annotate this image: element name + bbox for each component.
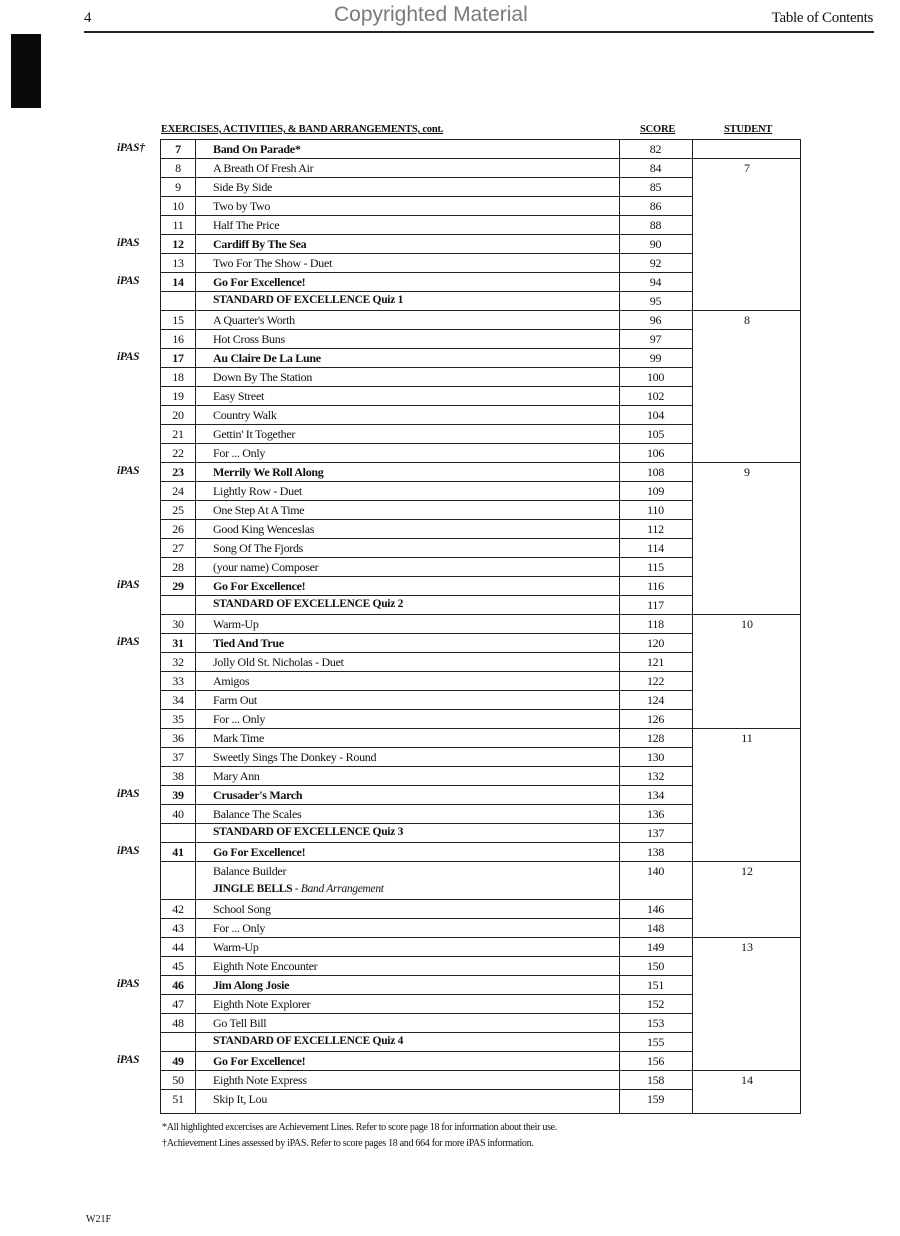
table-row: [161, 577, 692, 596]
table-row: [161, 976, 692, 995]
score-page: 92: [649, 256, 662, 270]
table-row: [161, 254, 692, 273]
exercise-title-text: Gettin' It Together: [213, 427, 296, 441]
score-page: 108: [646, 465, 665, 479]
student-page-group: [693, 159, 801, 311]
score-page: 130: [646, 750, 665, 764]
table-row: [161, 596, 692, 615]
exercise-number: 38: [172, 769, 184, 783]
exercise-title-text: STANDARD OF EXCELLENCE Quiz 4: [213, 1035, 404, 1047]
exercise-title: [213, 237, 306, 252]
score-page: 138: [646, 845, 665, 859]
exercise-number: 18: [172, 370, 184, 384]
score-page: 115: [647, 560, 664, 574]
student-page-group: [693, 311, 801, 463]
score-page: 118: [647, 617, 664, 631]
exercise-title-text: JINGLE BELLS: [213, 883, 293, 895]
table-row: [161, 1090, 692, 1109]
exercise-title-text: Easy Street: [213, 389, 265, 403]
score-page: 152: [646, 997, 665, 1011]
exercise-title: [213, 503, 304, 518]
student-page-group: [693, 862, 801, 938]
page-tab-marker: [11, 34, 41, 108]
table-row: [161, 463, 692, 482]
table-row: [161, 881, 692, 900]
student-page-group: [693, 615, 801, 729]
exercise-title-text: Farm Out: [213, 693, 257, 707]
score-page: 94: [649, 275, 662, 289]
student-page-group: [693, 938, 801, 1071]
score-page: 110: [647, 503, 664, 517]
student-page-number: 7: [744, 161, 750, 175]
ipas-marker: iPAS: [117, 1054, 140, 1066]
table-row: [161, 938, 692, 957]
table-row: [161, 159, 692, 178]
exercise-number: 48: [172, 1016, 184, 1030]
score-page: 116: [647, 579, 664, 593]
score-page: 158: [646, 1073, 665, 1087]
exercise-number: 30: [172, 617, 184, 631]
exercise-title: [213, 180, 272, 195]
footnote-ipas: †Achievement Lines assessed by iPAS. Refer to score pages 18 and 664 for more iPAS information.: [162, 1138, 534, 1149]
ipas-marker: iPAS: [117, 351, 140, 363]
exercise-title-text: For ... Only: [213, 712, 266, 726]
score-page: 105: [646, 427, 665, 441]
table-row: [161, 995, 692, 1014]
exercise-title-text: Eighth Note Explorer: [213, 997, 311, 1011]
student-page-group: [693, 463, 801, 615]
exercise-title: [213, 522, 314, 537]
exercise-number: 37: [172, 750, 184, 764]
table-row: [161, 843, 692, 862]
table-row: [161, 558, 692, 577]
exercise-title: [213, 978, 289, 993]
exercise-title: [213, 617, 259, 632]
student-page-number: 14: [741, 1073, 753, 1087]
score-page: 90: [649, 237, 662, 251]
exercise-title-text: School Song: [213, 902, 271, 916]
table-row: [161, 1071, 692, 1090]
score-page: 95: [649, 294, 662, 308]
exercise-title: [213, 655, 344, 670]
exercise-title: [213, 1035, 403, 1047]
student-page-number: 9: [744, 465, 750, 479]
table-row: [161, 273, 692, 292]
exercise-number: 10: [172, 199, 184, 213]
exercise-number: 45: [172, 959, 184, 973]
exercise-title: [213, 826, 403, 838]
student-page-number: 12: [741, 864, 753, 878]
table-row: [161, 919, 692, 938]
exercise-title: [213, 1054, 305, 1069]
exercise-title-text: Go For Excellence!: [213, 845, 306, 859]
exercise-title: [213, 1092, 267, 1107]
score-page: 88: [649, 218, 662, 232]
score-page: 99: [649, 351, 662, 365]
exercise-title-text: Hot Cross Buns: [213, 332, 285, 346]
exercise-title-text: Band On Parade*: [213, 142, 301, 156]
exercise-title: [213, 769, 260, 784]
exercise-title: [213, 199, 270, 214]
table-row: [161, 653, 692, 672]
exercise-title: [213, 218, 279, 233]
exercise-title: [213, 313, 295, 328]
exercise-title-text: Go Tell Bill: [213, 1016, 267, 1030]
exercise-title-text: A Quarter's Worth: [213, 313, 295, 327]
table-row: [161, 805, 692, 824]
table-row: [161, 520, 692, 539]
table-row: [161, 330, 692, 349]
exercise-title: [213, 864, 286, 879]
exercise-title: [213, 845, 305, 860]
exercise-title: [213, 731, 264, 746]
score-page: 97: [649, 332, 662, 346]
ipas-marker: iPAS: [117, 465, 140, 477]
exercise-title-text: Warm-Up: [213, 617, 259, 631]
score-page: 132: [646, 769, 665, 783]
exercise-number: 46: [172, 978, 184, 992]
exercise-number: 51: [172, 1092, 184, 1106]
exercise-number: 27: [172, 541, 184, 555]
exercise-title: [213, 959, 317, 974]
exercise-title: [213, 465, 323, 480]
catalog-code: W21F: [86, 1214, 111, 1225]
exercise-title-text: Merrily We Roll Along: [213, 465, 324, 479]
exercise-title-text: STANDARD OF EXCELLENCE Quiz 1: [213, 294, 404, 306]
exercise-number: 32: [172, 655, 184, 669]
table-row: [161, 216, 692, 235]
exercise-title-text: Eighth Note Encounter: [213, 959, 318, 973]
table-row: [161, 748, 692, 767]
exercise-number: 41: [172, 845, 184, 859]
exercise-title: [213, 275, 305, 290]
exercise-title: [213, 427, 295, 442]
score-page: 84: [649, 161, 662, 175]
exercise-number: 20: [172, 408, 184, 422]
table-row: [161, 1014, 692, 1033]
page-number: 4: [84, 10, 92, 26]
student-page-group: [693, 1071, 801, 1109]
score-page: 151: [646, 978, 665, 992]
exercise-title: [213, 332, 285, 347]
exercise-title: [213, 541, 303, 556]
score-page: 82: [649, 142, 662, 156]
exercise-title: [213, 142, 301, 157]
exercise-title-text: Two For The Show - Duet: [213, 256, 333, 270]
exercise-title: [213, 256, 332, 271]
exercise-title-text: Eighth Note Express: [213, 1073, 307, 1087]
table-row: [161, 482, 692, 501]
exercise-number: 50: [172, 1073, 184, 1087]
score-page: 102: [646, 389, 665, 403]
table-row: [161, 1052, 692, 1071]
exercise-title: [213, 997, 310, 1012]
table-row: [161, 292, 692, 311]
exercise-title-text: (your name) Composer: [213, 560, 319, 574]
exercise-number: 11: [172, 218, 184, 232]
exercise-title-text: Sweetly Sings The Donkey - Round: [213, 750, 377, 764]
student-page-number: 10: [741, 617, 753, 631]
score-page: 122: [646, 674, 665, 688]
ipas-marker: iPAS: [117, 579, 140, 591]
exercise-number: 12: [172, 237, 184, 251]
table-row: [161, 178, 692, 197]
exercise-number: 36: [172, 731, 184, 745]
exercise-number: 29: [172, 579, 184, 593]
table-row: [161, 824, 692, 843]
exercise-number: 9: [175, 180, 181, 194]
score-page: 106: [646, 446, 665, 460]
exercise-title-text: Amigos: [213, 674, 250, 688]
exercise-title: [213, 446, 265, 461]
exercise-title: [213, 883, 384, 895]
score-page: 128: [646, 731, 665, 745]
section-title: Table of Contents: [771, 10, 873, 26]
table-row: [161, 672, 692, 691]
exercise-number: 35: [172, 712, 184, 726]
exercise-title-text: Tied And True: [213, 636, 284, 650]
exercise-title: [213, 712, 265, 727]
exercise-title-text: Down By The Station: [213, 370, 313, 384]
exercise-title-text: Go For Excellence!: [213, 1054, 306, 1068]
table-row: [161, 311, 692, 330]
exercise-title-text: Balance Builder: [213, 864, 287, 878]
score-page: 153: [646, 1016, 665, 1030]
exercise-title: [213, 674, 249, 689]
table-row: [161, 691, 692, 710]
score-page: 156: [646, 1054, 665, 1068]
exercise-title: [213, 636, 284, 651]
exercise-title-text: One Step At A Time: [213, 503, 305, 517]
table-row: [161, 425, 692, 444]
table-row: [161, 767, 692, 786]
table-row: [161, 615, 692, 634]
exercise-title-text: For ... Only: [213, 921, 266, 935]
exercise-title-text: Go For Excellence!: [213, 275, 306, 289]
score-page: 100: [646, 370, 665, 384]
exercise-number: 14: [172, 275, 184, 289]
exercise-title: [213, 750, 376, 765]
exercise-number: 23: [172, 465, 184, 479]
exercise-number: 28: [172, 560, 184, 574]
exercise-number: 7: [175, 142, 181, 156]
exercise-number: 49: [172, 1054, 184, 1068]
score-page: 155: [646, 1035, 665, 1049]
score-page: 96: [649, 313, 662, 327]
exercise-title-text: Good King Wenceslas: [213, 522, 315, 536]
exercise-number: 21: [172, 427, 184, 441]
ipas-marker: iPAS: [117, 845, 140, 857]
exercise-number: 31: [172, 636, 184, 650]
table-row: [161, 387, 692, 406]
table-heading: EXERCISES, ACTIVITIES, & BAND ARRANGEMENTS, cont.: [161, 124, 444, 135]
exercise-title: [213, 940, 259, 955]
student-page-group: [693, 729, 801, 862]
score-page: 86: [649, 199, 662, 213]
exercise-title: [213, 484, 302, 499]
exercise-number: 26: [172, 522, 184, 536]
table-row: [161, 634, 692, 653]
exercise-number: 13: [172, 256, 184, 270]
score-page: 137: [646, 826, 665, 840]
score-page: 134: [646, 788, 665, 802]
header-rule: [84, 31, 874, 33]
exercise-title-text: Country Walk: [213, 408, 277, 422]
table-row: [161, 444, 692, 463]
table-row: [161, 786, 692, 805]
table-row: [161, 501, 692, 520]
exercise-title-text: Cardiff By The Sea: [213, 237, 307, 251]
score-page: 149: [646, 940, 665, 954]
score-page: 136: [646, 807, 665, 821]
ipas-marker: iPAS: [117, 636, 140, 648]
exercise-number: 43: [172, 921, 184, 935]
ipas-marker: iPAS: [117, 788, 140, 800]
exercise-title: [213, 693, 257, 708]
exercise-title-text: STANDARD OF EXCELLENCE Quiz 2: [213, 598, 404, 610]
exercise-title-text: Jolly Old St. Nicholas - Duet: [213, 655, 344, 669]
table-row: [161, 1033, 692, 1052]
table-row: [161, 900, 692, 919]
exercise-number: 34: [172, 693, 184, 707]
score-page: 124: [646, 693, 665, 707]
table-row: [161, 349, 692, 368]
exercise-title-text: Mark Time: [213, 731, 264, 745]
exercise-subtitle: - Band Arrangement: [292, 883, 384, 895]
table-row: [161, 729, 692, 748]
score-page: 117: [647, 598, 664, 612]
exercise-title-text: Skip It, Lou: [213, 1092, 268, 1106]
exercise-title: [213, 370, 312, 385]
ipas-marker: iPAS: [117, 237, 140, 249]
exercise-title: [213, 807, 301, 822]
ipas-marker: iPAS†: [117, 142, 145, 154]
score-page: 126: [646, 712, 665, 726]
table-row: [161, 140, 692, 159]
exercise-number: 47: [172, 997, 184, 1011]
student-page-number: 13: [741, 940, 753, 954]
exercise-number: 8: [175, 161, 181, 175]
exercise-title: [213, 788, 302, 803]
exercise-title-text: Lightly Row - Duet: [213, 484, 302, 498]
exercise-title: [213, 294, 403, 306]
ipas-marker: iPAS: [117, 978, 140, 990]
exercise-number: 33: [172, 674, 184, 688]
table-row: [161, 197, 692, 216]
exercise-title-text: STANDARD OF EXCELLENCE Quiz 3: [213, 826, 404, 838]
exercise-title: [213, 351, 321, 366]
table-row: [161, 957, 692, 976]
score-page: 148: [646, 921, 665, 935]
exercise-title-text: Jim Along Josie: [213, 978, 290, 992]
student-page-number: 8: [744, 313, 750, 327]
exercise-title-text: Go For Excellence!: [213, 579, 306, 593]
exercise-number: 44: [172, 940, 184, 954]
table-row: [161, 368, 692, 387]
score-page: 85: [649, 180, 662, 194]
exercise-title: [213, 1073, 307, 1088]
exercise-title-text: Warm-Up: [213, 940, 259, 954]
score-page: 140: [646, 864, 665, 878]
score-page: 112: [647, 522, 664, 536]
exercise-title-text: Two by Two: [213, 199, 271, 213]
exercise-title-text: Mary Ann: [213, 769, 260, 783]
exercise-number: 19: [172, 389, 184, 403]
exercise-number: 15: [172, 313, 184, 327]
table-row: [161, 862, 692, 881]
exercise-title: [213, 389, 264, 404]
exercise-title-text: Side By Side: [213, 180, 273, 194]
exercise-title-text: Balance The Scales: [213, 807, 302, 821]
exercise-number: 40: [172, 807, 184, 821]
ipas-marker: iPAS: [117, 275, 140, 287]
contents-table: [160, 139, 801, 1114]
table-row: [161, 235, 692, 254]
table-row: [161, 710, 692, 729]
score-page: 120: [646, 636, 665, 650]
table-row: [161, 406, 692, 425]
exercise-title-text: For ... Only: [213, 446, 266, 460]
exercise-number: 22: [172, 446, 184, 460]
exercise-title: [213, 598, 403, 610]
exercise-number: 25: [172, 503, 184, 517]
exercise-number: 17: [172, 351, 184, 365]
exercise-number: 42: [172, 902, 184, 916]
student-column-header: STUDENT: [724, 124, 773, 135]
exercise-title: [213, 408, 277, 423]
score-page: 146: [646, 902, 665, 916]
score-page: 109: [646, 484, 665, 498]
score-page: 114: [647, 541, 664, 555]
score-page: 159: [646, 1092, 665, 1106]
student-page-group: [693, 140, 801, 159]
exercise-number: 24: [172, 484, 184, 498]
footnote-achievement: *All highlighted excercises are Achievement Lines. Refer to score page 18 for information about their use.: [162, 1122, 558, 1133]
exercise-number: 16: [172, 332, 184, 346]
exercise-number: 39: [172, 788, 184, 802]
student-page-number: 11: [741, 731, 753, 745]
exercise-title: [213, 921, 265, 936]
exercise-title-text: Crusader's March: [213, 788, 303, 802]
score-page: 150: [646, 959, 665, 973]
table-row: [161, 539, 692, 558]
copyright-watermark: Copyrighted Material: [334, 3, 528, 26]
score-column-header: SCORE: [640, 124, 676, 135]
exercise-title-text: Half The Price: [213, 218, 280, 232]
exercise-title-text: Song Of The Fjords: [213, 541, 304, 555]
exercise-title: [213, 161, 313, 176]
score-page: 104: [646, 408, 665, 422]
exercise-title-text: Au Claire De La Lune: [213, 351, 321, 365]
exercise-title-text: A Breath Of Fresh Air: [213, 161, 314, 175]
exercise-title: [213, 579, 305, 594]
exercise-title: [213, 1016, 266, 1031]
exercise-title: [213, 560, 318, 575]
exercise-title: [213, 902, 271, 917]
score-page: 121: [646, 655, 665, 669]
